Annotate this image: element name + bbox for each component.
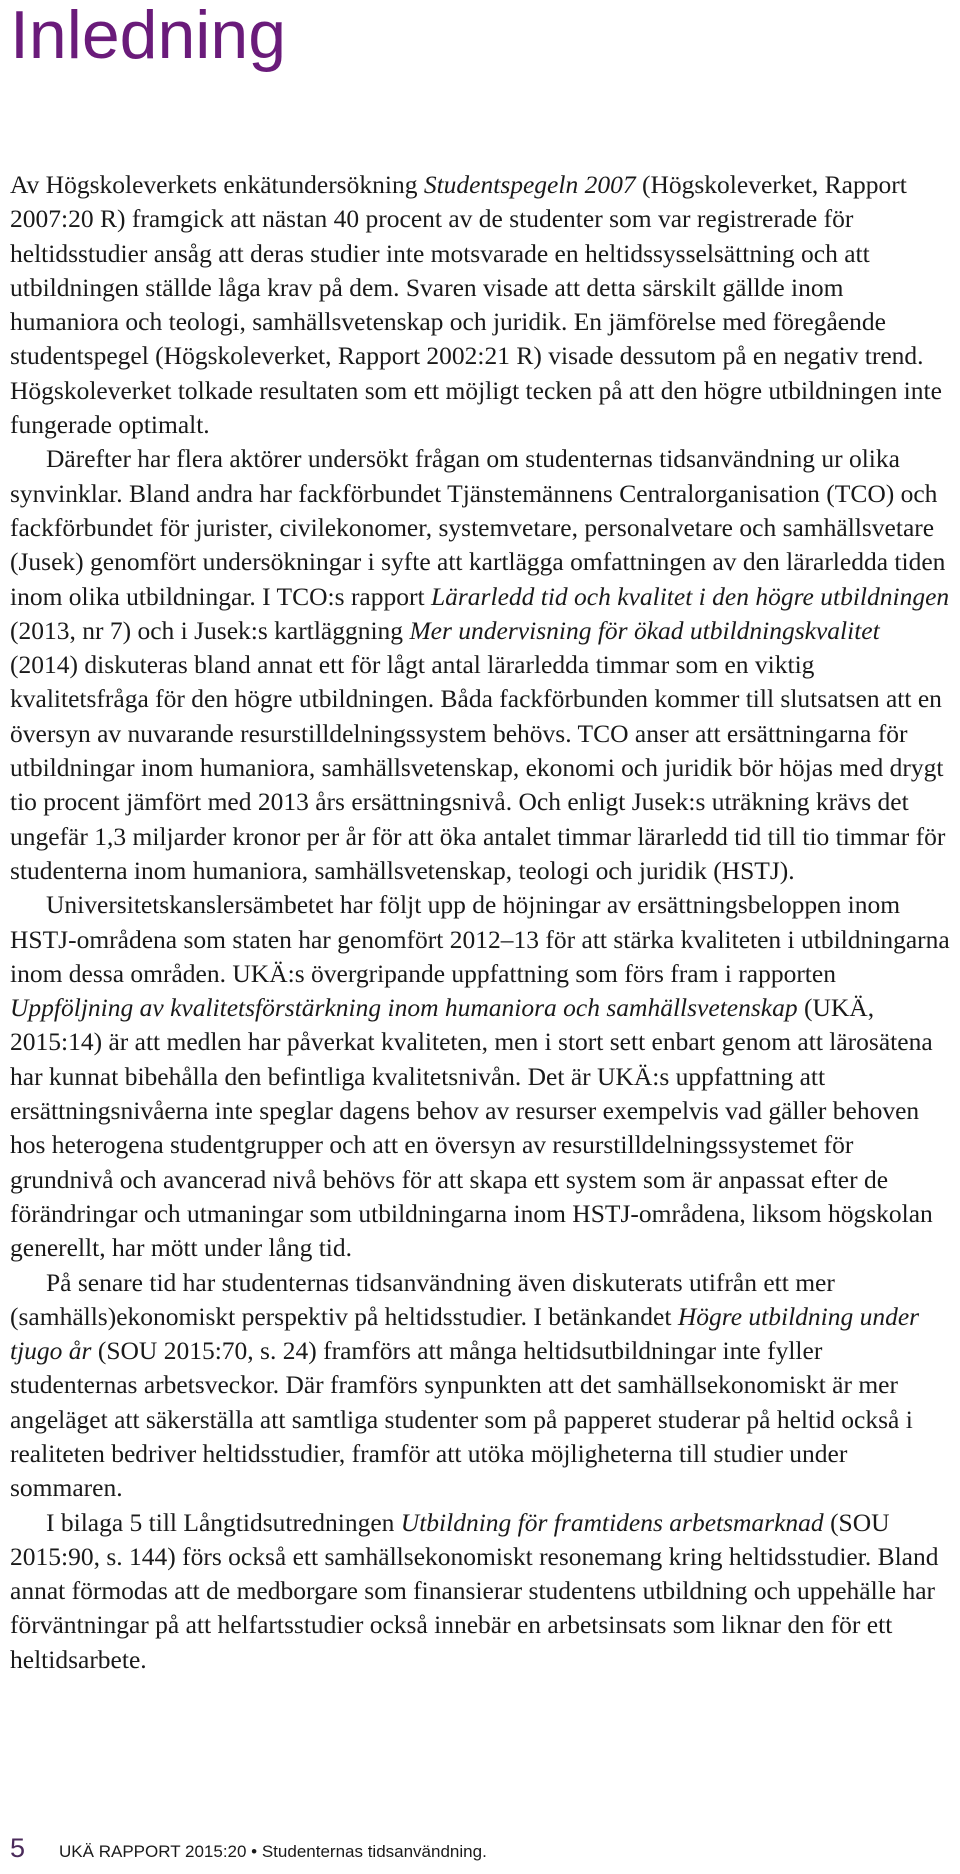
page-number: 5	[10, 1833, 26, 1863]
paragraph-2-text-c: (2013, nr 7) och i Jusek:s kartläggning	[10, 615, 410, 645]
paragraph-4-title-sou: Högre utbildning under tjugo år	[10, 1301, 920, 1366]
footer-text: UKÄ RAPPORT 2015:20 • Studenternas tidsanvändning.	[59, 1842, 487, 1861]
paragraph-1-text-a: Av Högskoleverkets enkätundersökning	[10, 170, 424, 199]
paragraph-5-text-c: (SOU 2015:90, s. 144) förs också ett samhällsekonomiskt resonemang kring heltidsstudier. Bland annat förmodas att de medborgare som finansierar studentens utbildning och uppehälle har förväntningar på att helfartsstudier också innebär en arbetsinsats som liknar den för ett heltidsarbete.	[10, 1507, 939, 1674]
paragraph-3-text-a: Universitetskanslersämbetet har följt upp de höjningar av ersättningsbeloppen inom HSTJ-områdena som staten har genomfört 2012–13 för att stärka kvaliteten i utbildningarna inom dessa områden. UKÄ:s övergripande uppfattning som förs fram i rapporten	[10, 890, 950, 988]
paragraph-4	[10, 1266, 954, 1506]
page-title: Inledning	[10, 0, 287, 73]
paragraph-2-title-jusek-report: Mer undervisning för ökad utbildningskvalitet	[409, 615, 880, 645]
paragraph-2-text-e: (2014) diskuteras bland annat ett för lågt antal lärarledda timmar som en viktig kvalitetsfråga för den högre utbildningen. Båda fackförbunden kommer till slutsatsen att en översyn av nuvarande resurstilldelningssystem behövs. TCO anser att ersättningarna för utbildningar inom humaniora, samhällsvetenskap, ekonomi och juridik bör höjas med drygt tio procent jämfört med 2013 års ersättningsnivå. Och enligt Jusek:s uträkning krävs det ungefär 1,3 miljarder kronor per år för att öka antalet timmar lärarledd tid till tio timmar för studenterna inom humaniora, samhällsvetenskap, teologi och juridik (HSTJ).	[10, 650, 946, 885]
paragraph-3-text-c: (UKÄ, 2015:14) är att medlen har påverkat kvaliteten, men i stort sett enbart genom att lärosätena har kunnat bibehålla den befintliga kvalitetsnivån. Det är UKÄ:s uppfattning att ersättningsnivåerna inte speglar dagens behov av resurser exempelvis vad gäller behoven hos heterogena studentgrupper och att en översyn av resurstilldelningssystemet för grundnivå och avancerad nivå behövs för att skapa ett system som är anpassat efter de förändringar och utmaningar som utbildningarna inom HSTJ-områdena, liksom högskolan generellt, har mött under lång tid.	[10, 993, 933, 1263]
paragraph-4-text-c: (SOU 2015:70, s. 24) framförs att många heltidsutbildningar inte fyller studenternas arbetsveckor. Där framförs synpunkten att det samhällsekonomiskt är mer angeläget att säkerställa att samtliga studenter som på papperet studerar på heltid också i realiteten bedriver heltidsstudier, framför att utöka möjligheterna till studier under sommaren.	[10, 1336, 913, 1503]
paragraph-3	[10, 888, 954, 1265]
paragraph-1	[10, 168, 954, 442]
paragraph-5-text-a: I bilaga 5 till Långtidsutredningen	[46, 1507, 401, 1537]
paragraph-1-text-c: (Högskoleverket, Rapport 2007:20 R) framgick att nästan 40 procent av de studenter som var registrerade för heltidsstudier ansåg att deras studier inte motsvarade en heltidssysselsättning och att utbildningen ställde låga krav på dem. Svaren visade att detta särskilt gällde inom humaniora och teologi, samhällsvetenskap och juridik. En jämförelse med föregående studentspegel (Högskoleverket, Rapport 2002:21 R) visade dessutom på en negativ trend. Högskoleverket tolkade resultaten som ett möjligt tecken på att den högre utbildningen inte fungerade optimalt.	[10, 170, 942, 440]
paragraph-5	[10, 1506, 954, 1677]
body-text	[10, 168, 954, 1677]
paragraph-2	[10, 442, 954, 888]
paragraph-3-title-uka-report: Uppföljning av kvalitetsförstärkning inom humaniora och samhällsvetenskap	[10, 993, 798, 1023]
paragraph-1-title-studentspegeln: Studentspegeln 2007	[423, 170, 636, 199]
paragraph-4-text-a: På senare tid har studenternas tidsanvändning även diskuterats utifrån ett mer (samhälls)ekonomiskt perspektiv på heltidsstudier. I betänkandet	[10, 1267, 835, 1331]
page-footer	[10, 1833, 487, 1865]
paragraph-2-title-tco-report: Lärarledd tid och kvalitet i den högre utbildningen	[430, 581, 950, 611]
paragraph-5-title-utbildning: Utbildning för framtidens arbetsmarknad	[400, 1507, 824, 1537]
paragraph-2-text-a: Därefter har flera aktörer undersökt frågan om studenternas tidsanvändning ur olika synvinklar. Bland andra har fackförbundet Tjänstemännens Centralorganisation (TCO) och fackförbundet för jurister, civilekonomer, systemvetare, personalvetare och samhällsvetare (Jusek) genomfört undersökningar i syfte att kartlägga omfattningen av den lärarledda tiden inom olika utbildningar. I TCO:s rapport	[10, 444, 946, 611]
